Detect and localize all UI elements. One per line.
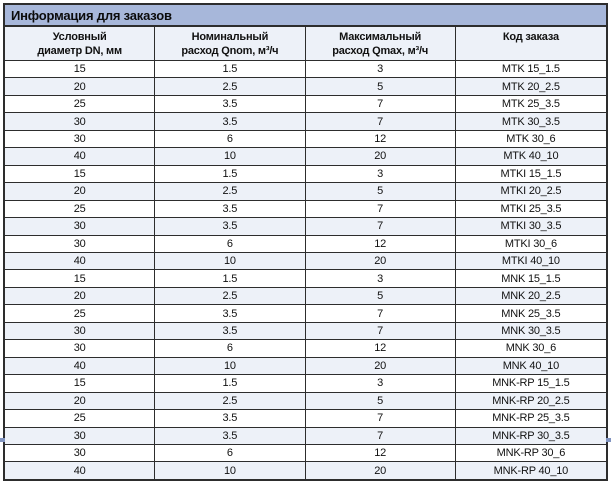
column-header-4 — [456, 27, 606, 60]
table-cell: 7 — [306, 323, 456, 339]
table-body — [5, 61, 606, 479]
table-cell: 25 — [5, 305, 155, 321]
table-cell: 25 — [5, 410, 155, 426]
table-row — [5, 445, 606, 462]
table-cell: MTK 25_3.5 — [501, 98, 560, 111]
table-cell: MTKI 25_3.5 — [500, 202, 562, 215]
table-cell: 20 — [306, 462, 456, 478]
table-row — [5, 131, 606, 148]
table-cell: MNK-RP 25_3.5 — [492, 412, 570, 425]
table-cell: 3 — [306, 166, 456, 182]
table-cell: 2.5 — [155, 393, 305, 409]
table-cell: MTKI 20_2.5 — [500, 185, 562, 198]
table-cell: MNK 20_2.5 — [501, 290, 561, 303]
page-break-marker-left — [0, 438, 5, 442]
table-cell: 20 — [306, 148, 456, 164]
table-cell: 40 — [5, 462, 155, 478]
order-info-table — [3, 3, 608, 481]
table-cell: 10 — [155, 253, 305, 269]
column-header-line1: Условный — [52, 31, 107, 43]
table-row — [5, 113, 606, 130]
table-cell: 3.5 — [155, 96, 305, 112]
table-cell: 3.5 — [155, 113, 305, 129]
table-row — [5, 236, 606, 253]
column-header-3 — [306, 27, 456, 60]
table-cell: 3 — [306, 270, 456, 286]
table-cell: 1.5 — [155, 61, 305, 77]
column-header-line1: Код заказа — [502, 31, 559, 43]
table-row — [5, 253, 606, 270]
table-cell: 7 — [306, 218, 456, 234]
table-row — [5, 78, 606, 95]
table-cell: 30 — [5, 218, 155, 234]
table-row — [5, 288, 606, 305]
table-cell: 12 — [306, 340, 456, 356]
table-cell: 5 — [306, 183, 456, 199]
table-cell: 3 — [306, 375, 456, 391]
table-cell: MTK 15_1.5 — [501, 63, 560, 76]
table-cell: 20 — [306, 358, 456, 374]
table-cell: 40 — [5, 148, 155, 164]
table-cell: 5 — [306, 393, 456, 409]
table-row — [5, 393, 606, 410]
table-row — [5, 183, 606, 200]
table-cell: 6 — [155, 340, 305, 356]
table-cell: 30 — [5, 131, 155, 147]
table-cell: 7 — [306, 201, 456, 217]
table-cell: MNK-RP 40_10 — [493, 464, 569, 477]
table-cell: 1.5 — [155, 166, 305, 182]
table-cell: MNK 30_6 — [505, 342, 557, 355]
table-cell: 12 — [306, 131, 456, 147]
table-cell: 30 — [5, 445, 155, 461]
table-cell: 20 — [306, 253, 456, 269]
table-row — [5, 375, 606, 392]
table-cell: 30 — [5, 113, 155, 129]
table-row — [5, 166, 606, 183]
table-cell: MTKI 30_6 — [504, 237, 557, 250]
table-cell: MNK-RP 30_6 — [496, 447, 566, 460]
table-cell: 10 — [155, 358, 305, 374]
table-cell: 3.5 — [155, 218, 305, 234]
table-row — [5, 340, 606, 357]
table-row — [5, 428, 606, 445]
table-cell: 3.5 — [155, 201, 305, 217]
table-cell: 7 — [306, 96, 456, 112]
table-cell: 40 — [5, 253, 155, 269]
table-cell: 20 — [5, 393, 155, 409]
column-header-line2: расход Qmax, м³/ч — [332, 45, 429, 57]
table-cell: 20 — [5, 78, 155, 94]
table-cell: MTK 20_2.5 — [501, 80, 560, 93]
table-row — [5, 410, 606, 427]
table-cell: 20 — [5, 183, 155, 199]
table-row — [5, 323, 606, 340]
table-cell: 12 — [306, 445, 456, 461]
table-cell: 6 — [155, 445, 305, 461]
table-cell: 15 — [5, 166, 155, 182]
table-cell: MNK-RP 15_1.5 — [492, 377, 570, 390]
column-header-2 — [155, 27, 305, 60]
table-row — [5, 148, 606, 165]
column-header-line1: Номинальный — [191, 31, 269, 43]
table-cell: 15 — [5, 61, 155, 77]
table-cell: 25 — [5, 201, 155, 217]
table-cell: 2.5 — [155, 183, 305, 199]
table-cell: MNK 40_10 — [502, 359, 560, 372]
table-row — [5, 270, 606, 287]
table-cell: 5 — [306, 78, 456, 94]
table-cell: 30 — [5, 323, 155, 339]
table-title-bar — [5, 5, 606, 27]
table-cell: 30 — [5, 236, 155, 252]
table-cell: 7 — [306, 428, 456, 444]
table-cell: MTKI 40_10 — [501, 255, 560, 268]
table-row — [5, 358, 606, 375]
column-header-1 — [5, 27, 155, 60]
table-title: Информация для заказов — [11, 7, 172, 23]
table-cell: 7 — [306, 410, 456, 426]
page-break-marker-right — [606, 438, 611, 442]
table-cell: MTK 30_6 — [506, 133, 556, 146]
table-cell: 30 — [5, 340, 155, 356]
table-cell: 12 — [306, 236, 456, 252]
table-cell: 3.5 — [155, 305, 305, 321]
table-cell: MTK 40_10 — [503, 150, 559, 163]
table-cell: MNK-RP 20_2.5 — [492, 394, 570, 407]
table-cell: 3.5 — [155, 410, 305, 426]
table-row — [5, 305, 606, 322]
table-row — [5, 218, 606, 235]
table-cell: 5 — [306, 288, 456, 304]
table-row — [5, 462, 606, 478]
table-cell: MTKI 30_3.5 — [500, 220, 562, 233]
table-cell: MTKI 15_1.5 — [500, 167, 562, 180]
table-cell: 3.5 — [155, 323, 305, 339]
table-cell: MNK 15_1.5 — [501, 272, 561, 285]
table-cell: MTK 30_3.5 — [501, 115, 560, 128]
table-cell: 6 — [155, 236, 305, 252]
table-cell: MNK-RP 30_3.5 — [492, 429, 570, 442]
table-row — [5, 201, 606, 218]
table-cell: 1.5 — [155, 375, 305, 391]
table-cell: 2.5 — [155, 288, 305, 304]
table-cell: 25 — [5, 96, 155, 112]
column-header-line2: диаметр DN, мм — [37, 45, 122, 57]
table-row — [5, 61, 606, 78]
table-cell: 15 — [5, 270, 155, 286]
table-cell: 20 — [5, 288, 155, 304]
table-cell: 10 — [155, 462, 305, 478]
table-cell: 40 — [5, 358, 155, 374]
table-cell: 7 — [306, 305, 456, 321]
table-header-row — [5, 27, 606, 61]
table-cell: MNK 30_3.5 — [501, 325, 561, 338]
table-cell: 6 — [155, 131, 305, 147]
column-header-line1: Максимальный — [339, 31, 422, 43]
table-cell: 7 — [306, 113, 456, 129]
column-header-line2: расход Qnom, м³/ч — [181, 45, 279, 57]
table-cell: 15 — [5, 375, 155, 391]
table-cell: 30 — [5, 428, 155, 444]
table-cell: MNK 25_3.5 — [501, 307, 561, 320]
table-cell: 10 — [155, 148, 305, 164]
table-cell: 2.5 — [155, 78, 305, 94]
table-row — [5, 96, 606, 113]
table-cell: 3.5 — [155, 428, 305, 444]
table-cell: 1.5 — [155, 270, 305, 286]
table-cell: 3 — [306, 61, 456, 77]
